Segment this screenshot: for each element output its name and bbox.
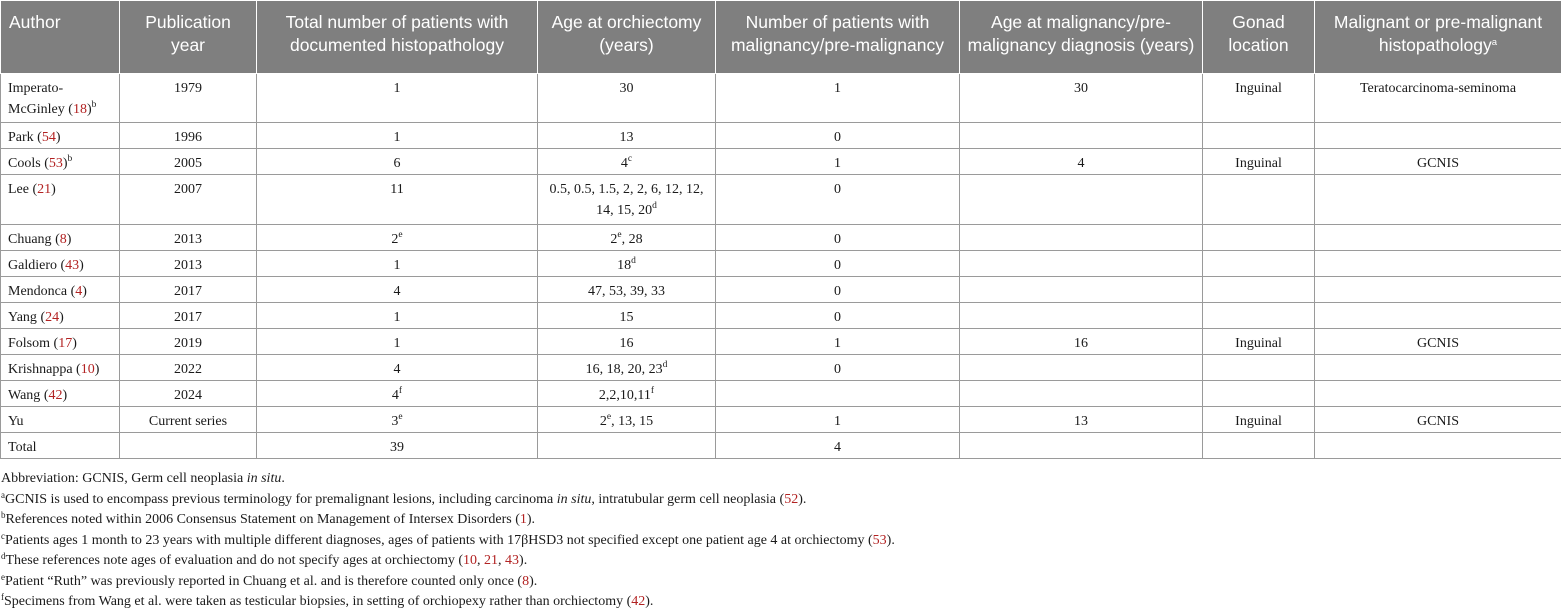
cell-age-at-orchiectomy [538, 433, 716, 459]
cell-histopathology [1315, 251, 1561, 277]
cell-author [1, 407, 120, 433]
cell-author: Cools $(53)^b$ [1, 149, 120, 175]
cell-number-malignancy: 1 [716, 329, 960, 355]
cell-gonad-location [1203, 251, 1315, 277]
table-row [1, 251, 1561, 277]
cell-number-malignancy [716, 381, 960, 407]
cell-total-patients: 2e [257, 225, 538, 251]
cell-gonad-location [1203, 303, 1315, 329]
cell-age-at-orchiectomy: 30 [538, 74, 716, 123]
cell-gonad-location: Inguinal [1203, 74, 1315, 123]
footnote-marker: f [399, 386, 402, 396]
reference-link[interactable]: 53 [873, 533, 887, 548]
cell-year: 2017 [120, 277, 257, 303]
cell-gonad-location [1203, 381, 1315, 407]
cell-age-at-malignancy [960, 277, 1203, 303]
cell-age-at-orchiectomy: 16 [538, 329, 716, 355]
cell-histopathology [1315, 355, 1561, 381]
cell-author: Galdiero (43) [1, 251, 120, 277]
cell-age-at-orchiectomy: 18$^d$ [538, 251, 716, 277]
author-name: Lee [8, 182, 29, 197]
cell-age-at-orchiectomy: 4$^c$ [538, 149, 716, 175]
author-name: Imperato-McGinley [8, 81, 65, 117]
footnote-marker: d [663, 360, 668, 370]
cell-number-malignancy: 0 [716, 175, 960, 225]
footnote-marker: b [68, 154, 73, 164]
footnote-a: $^a$GCNIS is used to encompass previous terminology for premalignant lesions, including carcinoma in situ, intratubular germ cell neoplasia (52). [1, 490, 1561, 511]
cell-age-at-malignancy: 30 [960, 74, 1203, 123]
reference-link[interactable]: 24 [45, 310, 59, 325]
footnote-marker: d [631, 256, 636, 266]
table-row [1, 407, 1561, 433]
cell-histopathology: Teratocarcinoma-seminoma [1315, 74, 1561, 123]
cell-histopathology [1315, 175, 1561, 225]
cell-age-at-orchiectomy: 15 [538, 303, 716, 329]
cell-gonad-location [1203, 433, 1315, 459]
reference-link[interactable]: 8 [522, 574, 529, 589]
footnote-marker: e [398, 412, 402, 422]
reference-link[interactable]: 8 [60, 232, 67, 247]
footnote-marker: b [92, 100, 97, 110]
footnote-d: $^d$These references note ages of evaluation and do not specify ages at orchiectomy (10, 21, 43). [1, 551, 1561, 572]
footnote-marker: e [617, 230, 621, 240]
cell-age-at-malignancy [960, 381, 1203, 407]
footnote-e: $^e$Patient “Ruth” was previously reported in Chuang et al. and is therefore counted only once (8). [1, 572, 1561, 593]
footnote-marker: f [651, 386, 654, 396]
reference-link[interactable]: 53 [49, 156, 63, 171]
cell-year: 2013 [120, 225, 257, 251]
cell-age-at-orchiectomy: 2,2,10,11$^f$ [538, 381, 716, 407]
cell-total-patients: 3e [257, 407, 538, 433]
cell-year: 1996 [120, 123, 257, 149]
cell-gonad-location: Inguinal [1203, 149, 1315, 175]
cell-gonad-location [1203, 355, 1315, 381]
cell-age-at-malignancy: 13 [960, 407, 1203, 433]
cell-age-at-orchiectomy: 2e, 13, 15 [538, 407, 716, 433]
header-gonad-location: Gonad location [1203, 1, 1315, 74]
cell-histopathology [1315, 381, 1561, 407]
cell-total-patients: 39 [257, 433, 538, 459]
cell-year: Current series [120, 407, 257, 433]
total-row [1, 433, 1561, 459]
cell-year: 2017 [120, 303, 257, 329]
author-name: Wang [8, 388, 40, 403]
cell-age-at-orchiectomy: 2e, 28 [538, 225, 716, 251]
cell-gonad-location [1203, 123, 1315, 149]
cell-histopathology: GCNIS [1315, 407, 1561, 433]
author-name: Cools [8, 156, 41, 171]
cell-total-patients: 4$^f$ [257, 381, 538, 407]
header-row [1, 1, 1561, 74]
author-name: Yang [8, 310, 37, 325]
cell-author: Chuang (8) [1, 225, 120, 251]
cell-age-at-malignancy [960, 433, 1203, 459]
cell-year: 2005 [120, 149, 257, 175]
header-total-patients: Total number of patients with documented histopathology [257, 1, 538, 74]
cell-author: Wang (42) [1, 381, 120, 407]
cell-total-patients: 1 [257, 123, 538, 149]
header-author: Author [1, 1, 120, 74]
cell-gonad-location: Inguinal [1203, 407, 1315, 433]
footnote-marker: d [652, 201, 657, 211]
cell-number-malignancy: 4 [716, 433, 960, 459]
author-name: Galdiero [8, 258, 57, 273]
footnote-b: $^b$References noted within 2006 Consensus Statement on Management of Intersex Disorders (1). [1, 510, 1561, 531]
footnote-abbreviation: Abbreviation: GCNIS, Germ cell neoplasia in situ. [1, 469, 1561, 490]
cell-total-patients: 1 [257, 303, 538, 329]
header-age-at-orchiectomy: Age at orchiectomy (years) [538, 1, 716, 74]
cell-total-patients: 11 [257, 175, 538, 225]
cell-author: Mendonca (4) [1, 277, 120, 303]
reference-link[interactable]: 21 [37, 182, 51, 197]
cell-number-malignancy: 0 [716, 355, 960, 381]
cell-histopathology [1315, 225, 1561, 251]
cell-age-at-malignancy: 4 [960, 149, 1203, 175]
reference-link[interactable]: 42 [631, 594, 645, 609]
reference-link[interactable]: 54 [42, 130, 56, 145]
cell-gonad-location: Inguinal [1203, 329, 1315, 355]
cell-histopathology [1315, 123, 1561, 149]
reference-link[interactable]: 10 [81, 362, 95, 377]
cell-age-at-malignancy [960, 175, 1203, 225]
cell-total-patients: 4 [257, 355, 538, 381]
author-name: Krishnappa [8, 362, 73, 377]
cell-number-malignancy: 0 [716, 225, 960, 251]
cell-age-at-malignancy [960, 123, 1203, 149]
cell-histopathology [1315, 277, 1561, 303]
cell-age-at-malignancy [960, 251, 1203, 277]
table-body [1, 74, 1561, 459]
table-row [1, 329, 1561, 355]
cell-histopathology: GCNIS [1315, 329, 1561, 355]
table-row [1, 225, 1561, 251]
cell-total-patients: 6 [257, 149, 538, 175]
header-number-malignancy: Number of patients with malignancy/pre-malignancy [716, 1, 960, 74]
cell-number-malignancy: 0 [716, 303, 960, 329]
footnote-marker: e [607, 412, 611, 422]
cell-gonad-location [1203, 175, 1315, 225]
table-row [1, 381, 1561, 407]
cell-number-malignancy: 1 [716, 407, 960, 433]
footnote-f: $^f$Specimens from Wang et al. were taken as testicular biopsies, in setting of orchiopexy rather than orchiectomy (42). [1, 592, 1561, 613]
footnote-c: $^c$Patients ages 1 month to 23 years with multiple different diagnoses, ages of patients with 17βHSD3 not specified except one patient age 4 at orchiectomy (53). [1, 531, 1561, 552]
cell-author: Imperato-McGinley $(18)^b$ [1, 74, 120, 123]
footnote-marker: e [398, 230, 402, 240]
cell-total-label: Total [1, 433, 120, 459]
cell-year: 2022 [120, 355, 257, 381]
table-row [1, 74, 1561, 123]
header-publication-year: Publication year [120, 1, 257, 74]
cell-age-at-malignancy [960, 225, 1203, 251]
cell-histopathology [1315, 303, 1561, 329]
reference-link[interactable]: 43 [505, 553, 519, 568]
reference-link[interactable]: 43 [65, 258, 79, 273]
cell-gonad-location [1203, 225, 1315, 251]
footnote-marker: a [1492, 37, 1497, 48]
reference-link[interactable]: 52 [784, 492, 798, 507]
cell-year: 2007 [120, 175, 257, 225]
reference-link[interactable]: 10 [463, 553, 477, 568]
cell-age-at-malignancy [960, 303, 1203, 329]
reference-link[interactable]: 21 [484, 553, 498, 568]
header-histopathology-label: Malignant or pre-malignant histopathology [1334, 12, 1542, 55]
cell-number-malignancy: 1 [716, 74, 960, 123]
table-row [1, 149, 1561, 175]
reference-link[interactable]: 1 [520, 512, 527, 527]
table-row [1, 303, 1561, 329]
cell-number-malignancy: 0 [716, 123, 960, 149]
cell-year: 2019 [120, 329, 257, 355]
cell-total-patients: 1 [257, 329, 538, 355]
cell-number-malignancy: 1 [716, 149, 960, 175]
cell-author: Lee (21) [1, 175, 120, 225]
author-name: Mendonca [8, 284, 67, 299]
cell-age-at-malignancy [960, 355, 1203, 381]
cell-author: Krishnappa (10) [1, 355, 120, 381]
table-row [1, 175, 1561, 225]
cell-author: Folsom (17) [1, 329, 120, 355]
reference-link[interactable]: 4 [75, 284, 82, 299]
author-name: Folsom [8, 336, 50, 351]
cell-year: 2013 [120, 251, 257, 277]
header-age-at-malignancy: Age at malignancy/pre-malignancy diagnosis (years) [960, 1, 1203, 74]
reference-link[interactable]: 18 [73, 102, 87, 117]
reference-link[interactable]: 17 [58, 336, 72, 351]
cell-histopathology: GCNIS [1315, 149, 1561, 175]
cell-number-malignancy: 0 [716, 277, 960, 303]
cell-total-patients: 1 [257, 251, 538, 277]
cell-author: Yang (24) [1, 303, 120, 329]
cell-age-at-orchiectomy: 47, 53, 39, 33 [538, 277, 716, 303]
table-footnotes [0, 459, 1561, 613]
author-name: Chuang [8, 232, 52, 247]
header-histopathology [1315, 1, 1561, 74]
footnote-marker: c [628, 154, 632, 164]
cell-year: 2024 [120, 381, 257, 407]
table-row [1, 277, 1561, 303]
cell-age-at-orchiectomy: 0.5, 0.5, 1.5, 2, 2, 6, 12, 12, 14, 15, 20$^d$ [538, 175, 716, 225]
table-row [1, 355, 1561, 381]
cell-number-malignancy: 0 [716, 251, 960, 277]
cell-gonad-location [1203, 277, 1315, 303]
cell-total-patients: 4 [257, 277, 538, 303]
reference-link[interactable]: 42 [48, 388, 62, 403]
author-name: Park [8, 130, 34, 145]
cell-age-at-orchiectomy: 16, 18, 20, 23$^d$ [538, 355, 716, 381]
cell-total-patients: 1 [257, 74, 538, 123]
table-row [1, 123, 1561, 149]
cell-year [120, 433, 257, 459]
cell-age-at-malignancy: 16 [960, 329, 1203, 355]
cell-author: Park (54) [1, 123, 120, 149]
cell-year: 1979 [120, 74, 257, 123]
cell-age-at-orchiectomy: 13 [538, 123, 716, 149]
author-name: Yu [8, 414, 24, 429]
cell-histopathology [1315, 433, 1561, 459]
